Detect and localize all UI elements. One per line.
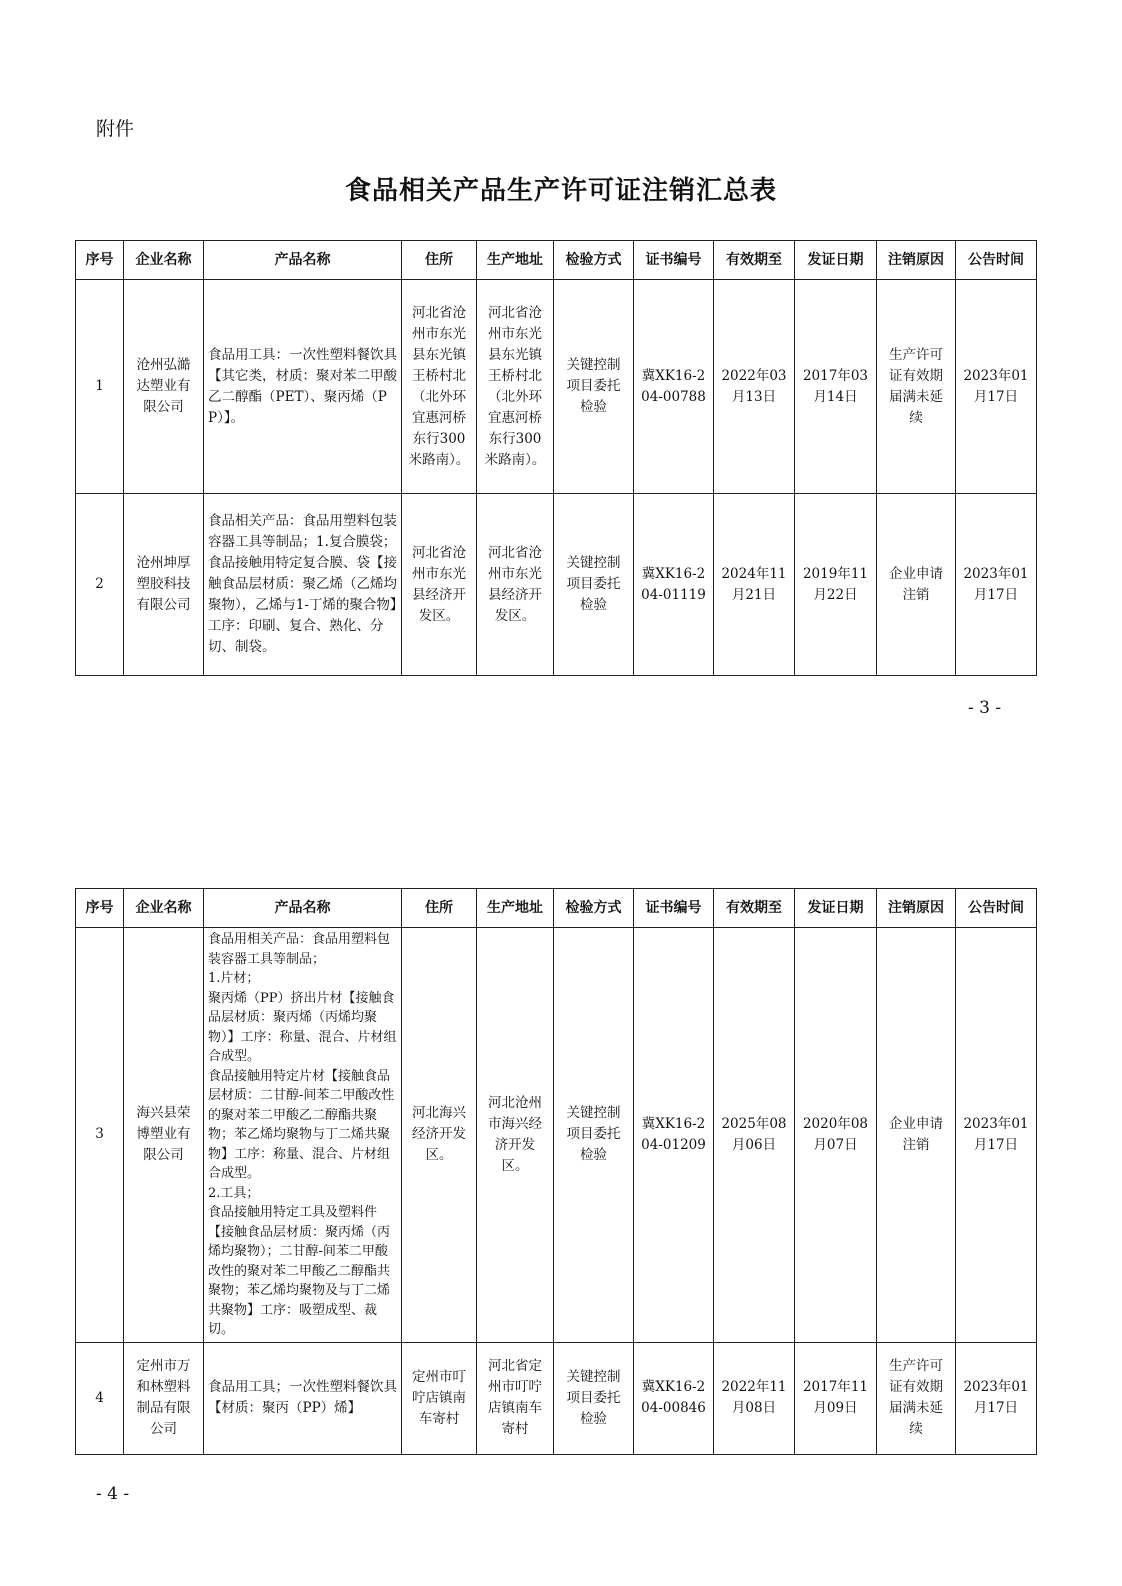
col-header: 检验方式: [554, 889, 634, 928]
col-header: 证书编号: [634, 241, 714, 280]
table-row: [76, 1342, 1037, 1454]
cancel-reason: 生产许可证有效期届满未延续: [877, 1342, 956, 1454]
col-header: 有效期至: [714, 241, 795, 280]
address: 河北省沧州市东光县东光镇王桥村北（北外环宜惠河桥东行300米路南）。: [402, 280, 477, 494]
table-row: [76, 280, 1037, 494]
row-number: 4: [76, 1342, 124, 1454]
row-number: 1: [76, 280, 124, 494]
inspection-method: 关键控制项目委托检验: [554, 280, 634, 494]
valid-until: 2022年03月13日: [714, 280, 795, 494]
col-header: 产品名称: [204, 241, 402, 280]
company-name: 沧州坤厚塑胶科技有限公司: [124, 494, 204, 676]
col-header: 企业名称: [124, 241, 204, 280]
production-address: 河北省定州市叮咛店镇南车寄村: [477, 1342, 554, 1454]
production-address: 河北省沧州市东光县东光镇王桥村北（北外环宜惠河桥东行300米路南）。: [477, 280, 554, 494]
col-header: 生产地址: [477, 241, 554, 280]
table-row: [76, 928, 1037, 1343]
col-header: 企业名称: [124, 889, 204, 928]
col-header: 证书编号: [634, 889, 714, 928]
col-header: 公告时间: [956, 889, 1037, 928]
production-address: 河北沧州市海兴经济开发区。: [477, 928, 554, 1343]
production-address: 河北省沧州市东光县经济开发区。: [477, 494, 554, 676]
company-name: 沧州弘澔达塑业有限公司: [124, 280, 204, 494]
product-name: 食品用工具；一次性塑料餐饮具【材质：聚丙（PP）烯】: [204, 1342, 402, 1454]
certificate-number: 冀XK16-204-01209: [634, 928, 714, 1343]
col-header: 发证日期: [795, 241, 877, 280]
company-name: 定州市万和林塑料制品有限公司: [124, 1342, 204, 1454]
annex-label: 附件: [96, 118, 135, 140]
product-name: 食品用工具：一次性塑料餐饮具【其它类，材质：聚对苯二甲酸乙二醇酯（PET）、聚丙烯（PP）】。: [204, 280, 402, 494]
issue-date: 2017年11月09日: [795, 1342, 877, 1454]
announce-date: 2023年01月17日: [956, 280, 1037, 494]
col-header: 序号: [76, 241, 124, 280]
col-header: 注销原因: [877, 889, 956, 928]
product-name: 食品用相关产品：食品用塑料包装容器工具等制品； 1.片材； 聚丙烯（PP）挤出片材【接触食品层材质：聚丙烯（丙烯均聚物）】工序：称量、混合、片材组合成型。 食品接触用特定片材【接触食品层材质：二甘醇-间苯二甲酸改性的聚对苯二甲酸乙二醇酯共聚物；苯乙烯均聚物与丁二烯共聚物】工序：称量、混合、片材组合成型。 2.工具； 食品接触用特定工具及塑料件【接触食品层材质：聚丙烯（丙烯均聚物）；二甘醇-间苯二甲酸改性的聚对苯二甲酸乙二醇酯共聚物；苯乙烯均聚物及与丁二烯共聚物】工序：吸塑成型、裁切。: [204, 928, 402, 1343]
col-header: 住所: [402, 889, 477, 928]
license-table-page-1: [75, 240, 1037, 676]
table-header-row: [76, 889, 1037, 928]
issue-date: 2017年03月14日: [795, 280, 877, 494]
col-header: 有效期至: [714, 889, 795, 928]
col-header: 发证日期: [795, 889, 877, 928]
inspection-method: 关键控制项目委托检验: [554, 494, 634, 676]
valid-until: 2024年11月21日: [714, 494, 795, 676]
table-row: [76, 494, 1037, 676]
page-title: 食品相关产品生产许可证注销汇总表: [344, 176, 777, 206]
license-table-page-2: [75, 888, 1037, 1455]
col-header: 注销原因: [877, 241, 956, 280]
col-header: 序号: [76, 889, 124, 928]
certificate-number: 冀XK16-204-01119: [634, 494, 714, 676]
cancel-reason: 企业申请注销: [877, 928, 956, 1343]
table-header-row: [76, 241, 1037, 280]
certificate-number: 冀XK16-204-00846: [634, 1342, 714, 1454]
inspection-method: 关键控制项目委托检验: [554, 928, 634, 1343]
issue-date: 2020年08月07日: [795, 928, 877, 1343]
col-header: 公告时间: [956, 241, 1037, 280]
announce-date: 2023年01月17日: [956, 494, 1037, 676]
page-number: - 3 -: [968, 698, 1002, 718]
col-header: 产品名称: [204, 889, 402, 928]
page-number: - 4 -: [96, 1484, 130, 1504]
address: 定州市叮咛店镇南车寄村: [402, 1342, 477, 1454]
address: 河北省沧州市东光县经济开发区。: [402, 494, 477, 676]
company-name: 海兴县荣博塑业有限公司: [124, 928, 204, 1343]
cancel-reason: 企业申请注销: [877, 494, 956, 676]
announce-date: 2023年01月17日: [956, 928, 1037, 1343]
address: 河北海兴经济开发区。: [402, 928, 477, 1343]
product-name: 食品相关产品：食品用塑料包装容器工具等制品；1.复合膜袋；食品接触用特定复合膜、袋【接触食品层材质：聚乙烯（乙烯均聚物），乙烯与1-丁烯的聚合物】工序：印刷、复合、熟化、分切、制袋。: [204, 494, 402, 676]
cancel-reason: 生产许可证有效期届满未延续: [877, 280, 956, 494]
issue-date: 2019年11月22日: [795, 494, 877, 676]
row-number: 3: [76, 928, 124, 1343]
inspection-method: 关键控制项目委托检验: [554, 1342, 634, 1454]
announce-date: 2023年01月17日: [956, 1342, 1037, 1454]
col-header: 生产地址: [477, 889, 554, 928]
valid-until: 2022年11月08日: [714, 1342, 795, 1454]
col-header: 住所: [402, 241, 477, 280]
certificate-number: 冀XK16-204-00788: [634, 280, 714, 494]
valid-until: 2025年08月06日: [714, 928, 795, 1343]
row-number: 2: [76, 494, 124, 676]
col-header: 检验方式: [554, 241, 634, 280]
